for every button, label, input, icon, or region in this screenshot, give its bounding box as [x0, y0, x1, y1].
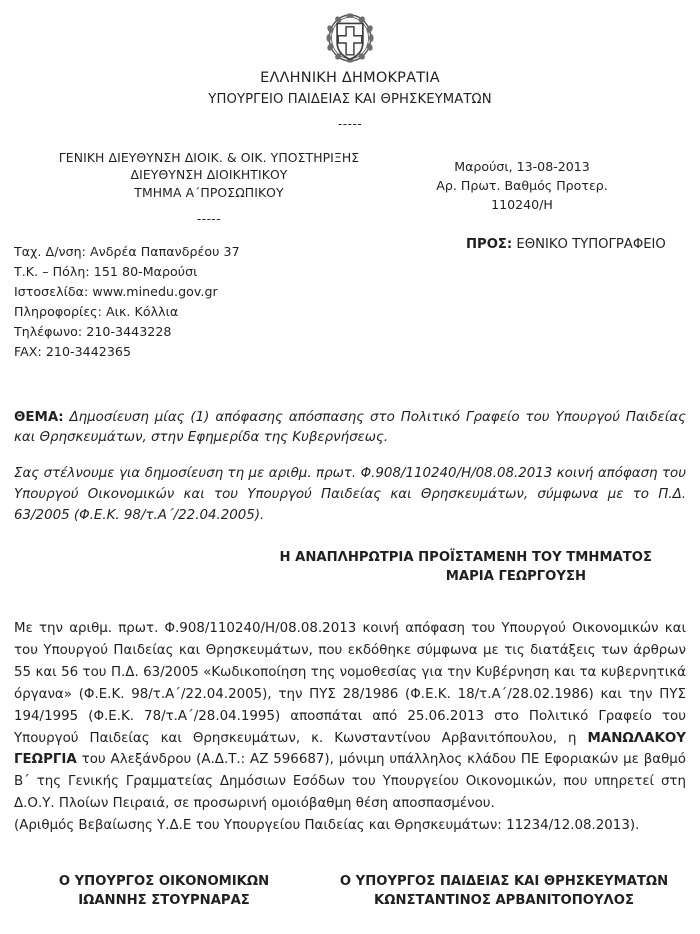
subject-text: Δημοσίευση μίας (1) απόφασης απόσπασης στο Πολιτικό Γραφείο του Υπουργού Παιδείας και Θρησκευμάτων, στην Εφημερίδα της Κυβερνήσεως. [14, 409, 686, 446]
contact-fax: FAX: 210-3442365 [14, 343, 132, 359]
greek-coat-of-arms-icon [322, 10, 378, 66]
department-directorate: ΔΙΕΥΘΥΝΣΗ ΔΙΟΙΚΗΤΙΚΟΥ [130, 167, 288, 183]
intro-paragraph: Σας στέλνουμε για δημοσίευση τη με αριθμ. πρωτ. Φ.908/110240/Η/08.08.2013 κοινή απόφαση του Υπουργού Οικονομικών και του Υπουργού Παιδείας και Θρησκευμάτων, σύμφωνα με το Π.Δ. 63/2005 (Φ.Ε.Κ. 98/τ.Α΄/22.04.2005). [14, 465, 686, 524]
body-paragraph [14, 618, 686, 836]
minister-finance-title: Ο ΥΠΟΥΡΓΟΣ ΟΙΚΟΝΟΜΙΚΩΝ [58, 874, 270, 889]
minister-finance-block [14, 872, 314, 910]
recipient-block [466, 237, 666, 252]
minister-education-name: ΚΩΝΣΤΑΝΤΙΝΟΣ ΑΡΒΑΝΙΤΟΠΟΥΛΟΣ [374, 893, 634, 908]
ministers-signature-block [14, 872, 686, 910]
protocol-number: 110240/Η [491, 196, 553, 212]
body-confirmation: (Αριθμός Βεβαίωσης Υ.Δ.Ε του Υπουργείου Παιδείας και Θρησκευμάτων: 11234/12.08.2013). [14, 817, 640, 833]
department-section: ΤΜΗΜΑ Α΄ΠΡΟΣΩΠΙΚΟΥ [134, 184, 284, 200]
header-columns [14, 149, 686, 229]
subject-block [14, 408, 686, 449]
country-name: ΕΛΛΗΝΙΚΗ ΔΗΜΟΚΡΑΤΙΑ [260, 70, 440, 86]
ministry-name: ΥΠΟΥΡΓΕΙΟ ΠΑΙΔΕΙΑΣ ΚΑΙ ΘΡΗΣΚΕΥΜΑΤΩΝ [208, 91, 492, 107]
letterhead-separator: ----- [337, 117, 363, 131]
department-separator: ----- [196, 212, 222, 227]
protocol-label: Αρ. Πρωτ. Βαθμός Προτερ. [436, 177, 608, 193]
signer-block [14, 549, 686, 586]
contact-block [14, 242, 686, 361]
emblem-container [14, 0, 686, 68]
contact-info-person: Πληροφορίες: Αικ. Κόλλια [14, 304, 179, 320]
signer-title: Η ΑΝΑΠΛΗΡΩΤΡΙΑ ΠΡΟΪΣΤΑΜΕΝΗ ΤΟΥ ΤΜΗΜΑΤΟΣ [279, 549, 652, 565]
contact-postal-city: Τ.Κ. – Πόλη: 151 80-Μαρούσι [14, 264, 198, 280]
letterhead [14, 69, 686, 133]
minister-finance-name: ΙΩΑΝΝΗΣ ΣΤΟΥΡΝΑΡΑΣ [78, 893, 250, 908]
contact-phone: Τηλέφωνο: 210-3443228 [14, 324, 172, 340]
body-part-1: Με την αριθμ. πρωτ. Φ.908/110240/Η/08.08.2013 κοινή απόφαση του Υπουργού Οικονομικών και του Υπουργού Παιδείας και Θρησκευμάτων, που εκδόθηκε σύμφωνα με τις διατάξεις των άρθρων 55 και 56 του Π.Δ. 63/2005 «Κωδικοποίηση της νομοθεσίας για την Κυβέρνηση και τα κυβερνητικά όργανα» (Φ.Ε.Κ. 98/τ.Α΄/22.04.2005), την ΠΥΣ 28/1986 (Φ.Ε.Κ. 18/τ.Α΄/28.02.1986) και την ΠΥΣ 194/1995 (Φ.Ε.Κ. 78/τ.Α΄/28.04.1995) αποσπάται από 25.06.2013 στο Πολιτικό Γραφείο του Υπουργού Παιδείας και Θρησκευμάτων, κ. Κωνσταντίνου Αρβανιτόπουλου, η [14, 621, 686, 746]
recipient-value: ΕΘΝΙΚΟ ΤΥΠΟΓΡΑΦΕΙΟ [516, 237, 666, 252]
subject-label: ΘΕΜΑ: [14, 409, 64, 425]
contact-website: Ιστοσελίδα: www.minedu.gov.gr [14, 284, 218, 300]
reference-block [382, 157, 662, 214]
minister-education-block [324, 872, 684, 910]
department-general-directorate: ΓΕΝΙΚΗ ΔΙΕΥΘΥΝΣΗ ΔΙΟΙΚ. & ΟΙΚ. ΥΠΟΣΤΗΡΙΞΗΣ [58, 149, 360, 165]
signer-name: ΜΑΡΙΑ ΓΕΩΡΓΟΥΣΗ [445, 568, 586, 584]
minister-education-title: Ο ΥΠΟΥΡΓΟΣ ΠΑΙΔΕΙΑΣ ΚΑΙ ΘΡΗΣΚΕΥΜΑΤΩΝ [339, 874, 669, 889]
body-part-2: του Αλεξάνδρου (Α.Δ.Τ.: ΑΖ 596687), μόνιμη υπάλληλος κλάδου ΠΕ Εφοριακών με βαθμό Β΄ της Γενικής Γραμματείας Δημόσιων Εσόδων του Υπουργείου Οικονομικών, που υπηρετεί στη Δ.Ο.Υ. Πλοίων Πειραιά, σε προσωρινή ομοιόβαθμη θέση αποσπασμένου. [14, 752, 686, 812]
body-highlighted-name: ΜΑΝΩΛΑΚΟΥ ΓΕΩΡΓΙΑ [14, 730, 686, 768]
recipient-label: ΠΡΟΣ: [466, 237, 513, 252]
contact-address: Ταχ. Δ/νση: Ανδρέα Παπανδρέου 37 [14, 244, 240, 260]
department-block [14, 149, 404, 229]
place-and-date: Μαρούσι, 13-08-2013 [454, 158, 590, 174]
